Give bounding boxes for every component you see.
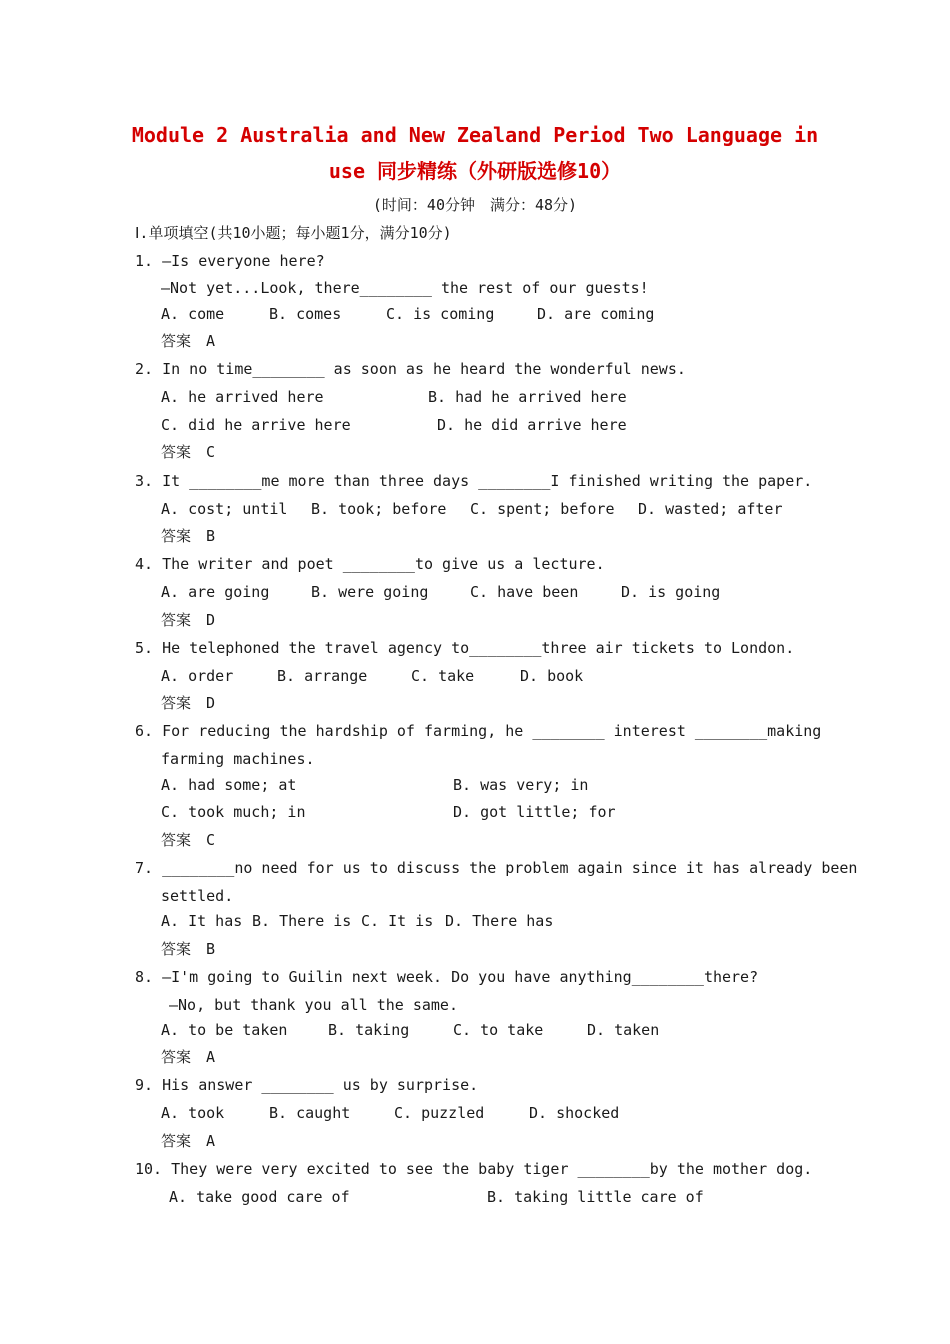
option: D. shocked bbox=[529, 1104, 620, 1122]
option: B. had he arrived here bbox=[428, 388, 627, 406]
question-stem: 2. In no time________ as soon as he heard the wonderful news. bbox=[135, 360, 686, 378]
option: D. There has bbox=[445, 912, 554, 930]
option: A. are going bbox=[161, 583, 270, 601]
option: B. caught bbox=[269, 1104, 351, 1122]
option: D. wasted; after bbox=[638, 500, 783, 518]
document-title-line-1: Module 2 Australia and New Zealand Period Two Language in bbox=[131, 123, 819, 147]
option: C. have been bbox=[470, 583, 579, 601]
option: C. did he arrive here bbox=[161, 416, 351, 434]
option: A. It has bbox=[161, 912, 243, 930]
question-stem: 4. The writer and poet ________to give us a lecture. bbox=[135, 555, 605, 573]
question-stem: settled. bbox=[161, 887, 234, 905]
answer: 答案 D bbox=[161, 611, 216, 629]
option: C. took much; in bbox=[161, 803, 306, 821]
option: C. spent; before bbox=[470, 500, 615, 518]
question-stem: —Not yet...Look, there________ the rest of our guests! bbox=[161, 279, 649, 297]
question-stem: farming machines. bbox=[161, 750, 315, 768]
option: B. taking little care of bbox=[487, 1188, 704, 1206]
option: B. arrange bbox=[277, 667, 368, 685]
question-stem: 7. ________no need for us to discuss the problem again since it has already been bbox=[135, 859, 858, 877]
option: D. taken bbox=[587, 1021, 660, 1039]
option: B. took; before bbox=[311, 500, 447, 518]
answer: 答案 D bbox=[161, 694, 216, 712]
question-stem: 9. His answer ________ us by surprise. bbox=[135, 1076, 479, 1094]
question-stem: 3. It ________me more than three days ________I finished writing the paper. bbox=[135, 472, 813, 490]
option: D. got little; for bbox=[453, 803, 616, 821]
option: A. cost; until bbox=[161, 500, 288, 518]
option: B. were going bbox=[311, 583, 429, 601]
option: B. comes bbox=[269, 305, 342, 323]
option: A. order bbox=[161, 667, 234, 685]
option: B. was very; in bbox=[453, 776, 589, 794]
option: D. is going bbox=[621, 583, 721, 601]
section-heading: Ⅰ.单项填空(共10小题；每小题1分，满分10分) bbox=[135, 224, 452, 242]
option: D. he did arrive here bbox=[437, 416, 627, 434]
option: C. puzzled bbox=[394, 1104, 485, 1122]
option: C. to take bbox=[453, 1021, 544, 1039]
question-stem: 8. —I'm going to Guilin next week. Do you have anything________there? bbox=[135, 968, 759, 986]
option: A. take good care of bbox=[169, 1188, 350, 1206]
option: A. had some; at bbox=[161, 776, 297, 794]
option: A. took bbox=[161, 1104, 225, 1122]
option: D. are coming bbox=[537, 305, 655, 323]
option: C. It is bbox=[361, 912, 434, 930]
answer: 答案 B bbox=[161, 527, 216, 545]
option: A. come bbox=[161, 305, 225, 323]
option: A. to be taken bbox=[161, 1021, 288, 1039]
answer: 答案 A bbox=[161, 1132, 216, 1150]
answer: 答案 C bbox=[161, 443, 216, 461]
option: D. book bbox=[520, 667, 584, 685]
time-info: (时间：40分钟 满分：48分) bbox=[372, 196, 578, 214]
question-stem: 5. He telephoned the travel agency to________three air tickets to London. bbox=[135, 639, 795, 657]
option: C. is coming bbox=[386, 305, 495, 323]
option: B. There is bbox=[252, 912, 352, 930]
answer: 答案 A bbox=[161, 332, 216, 350]
option: C. take bbox=[411, 667, 475, 685]
option: B. taking bbox=[328, 1021, 410, 1039]
question-stem: 1. —Is everyone here? bbox=[135, 252, 325, 270]
question-stem: 6. For reducing the hardship of farming, he ________ interest ________making bbox=[135, 722, 822, 740]
answer: 答案 B bbox=[161, 940, 216, 958]
answer: 答案 C bbox=[161, 831, 216, 849]
question-stem: 10. They were very excited to see the baby tiger ________by the mother dog. bbox=[135, 1160, 813, 1178]
document-title-line-2: use 同步精练（外研版选修10） bbox=[328, 159, 622, 183]
question-stem: —No, but thank you all the same. bbox=[169, 996, 458, 1014]
option: A. he arrived here bbox=[161, 388, 324, 406]
answer: 答案 A bbox=[161, 1048, 216, 1066]
